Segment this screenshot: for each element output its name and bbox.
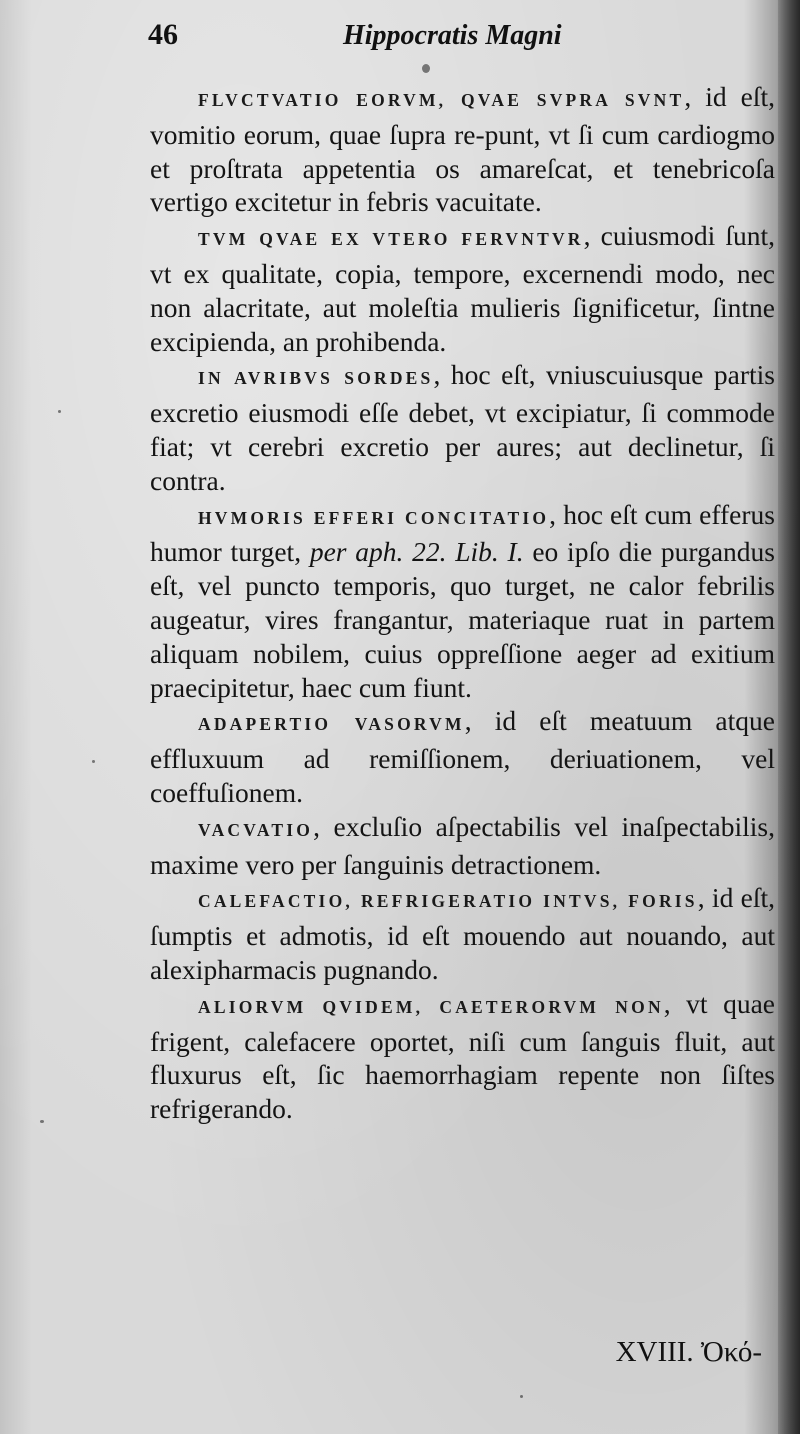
paragraph-text: , cuiusmodi ſunt, vt ex qualitate, copia, tempore, excernendi modo, nec non alacritate, aut moleſtia mulieris ſignificetur, ſintne excipienda, an prohibenda. [150, 220, 775, 357]
body-text [150, 80, 775, 1126]
paragraph-text: , vt quae frigent, calefacere oportet, niſi cum ſanguis fluit, aut fluxurus eſt, ſic haemorrhagiam repente non ſiſtes refrigerando. [150, 987, 775, 1125]
paragraph-vacuatio [150, 810, 775, 882]
aphorism-reference: per aph. 22. Lib. I. [309, 536, 524, 568]
paragraph-text: , id eſt, ſumptis et admotis, id eſt mouendo aut nouando, aut alexipharmacis pugnando. [150, 882, 775, 985]
page-header [148, 18, 618, 58]
paragraph-calefactio [150, 881, 775, 986]
catchword: XVIII. Ὀκό- [615, 1336, 762, 1368]
page-number: 46 [148, 18, 178, 51]
paragraph-lead: FLVCTVATIO EORVM, QVAE SVPRA SVNT [198, 90, 685, 110]
paragraph-text: , hoc eſt, vniuscuiusque partis excretio eiusmodi eſſe debet, vt excipiatur, ſi commode fiat; vt cerebri excretio per aures; aut declinetur, ſi contra. [150, 359, 775, 496]
paragraph-text: , excluſio aſpectabilis vel inaſpectabilis, maxime vero per ſanguinis detractionem. [150, 810, 775, 880]
paragraph-in-auribus [150, 358, 775, 497]
page-gutter-shadow [778, 0, 800, 1434]
paragraph-lead: ADAPERTIO VASORVM [198, 714, 465, 735]
paragraph-lead: CALEFACTIO, REFRIGERATIO INTVS, FORIS [198, 891, 698, 912]
paragraph-text: eo ipſo die purgandus eſt, vel puncto temporis, quo turget, ne calor febrilis augeatur, vires frangantur, materiaque ruat in partem aliquam nobilem, cuius oppreſſione aeger ad exitium praecipitetur, haec cum fiunt. [150, 536, 776, 703]
ink-speck [92, 760, 95, 763]
paragraph-adapertio [150, 704, 775, 809]
paragraph-fluctuatio [150, 80, 775, 219]
paragraph-lead: VACVATIO [198, 819, 314, 840]
paragraph-humoris [150, 498, 775, 705]
ink-speck [40, 1120, 44, 1123]
running-title: Hippocratis Magni [343, 20, 562, 51]
paragraph-lead: ALIORVM QVIDEM, CAETERORVM NON [198, 996, 664, 1017]
paragraph-tum-quae [150, 219, 775, 358]
paragraph-text: , hoc eſt cum efferus humor turget, [150, 498, 775, 568]
paragraph-lead: HVMORIS EFFERI CONCITATIO [198, 507, 550, 528]
paragraph-text: , id eſt, vomitio eorum, quae ſupra re-punt, vt ſi cum cardiogmo et proſtrata appetentia os amareſcat, et tenebricoſa vertigo excitetur in febris vacuitate. [150, 81, 775, 218]
ink-speck [58, 410, 61, 413]
paragraph-lead: TVM QVAE EX VTERO FERVNTVR [198, 229, 584, 250]
ink-speck [422, 64, 430, 73]
paragraph-lead: IN AVRIBVS SORDES [198, 368, 434, 389]
paragraph-aliorum [150, 987, 775, 1126]
ink-speck [520, 1395, 523, 1398]
paragraph-text: , id eſt meatuum atque effluxuum ad remiſſionem, deriuationem, vel coeffuſionem. [150, 705, 775, 808]
